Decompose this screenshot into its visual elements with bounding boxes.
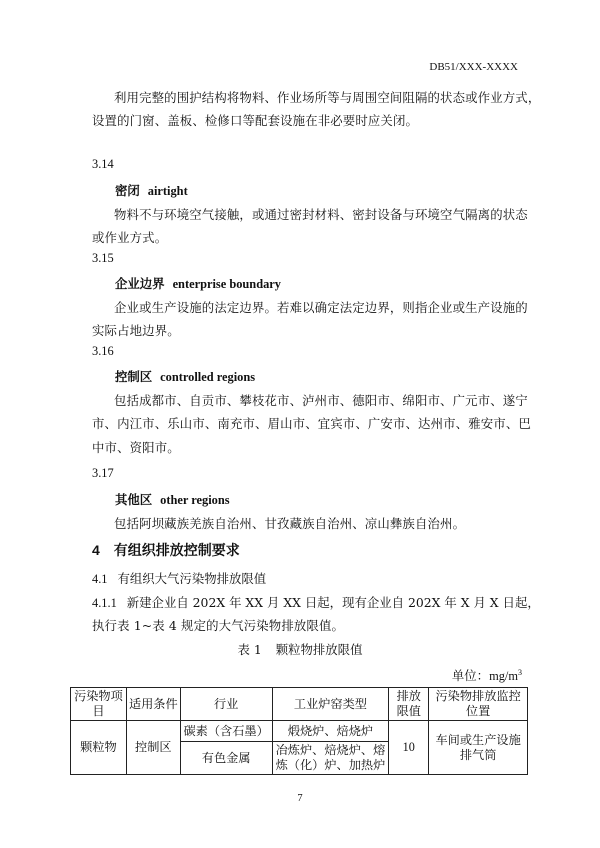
cell-kiln-type: 冶炼炉、焙烧炉、熔炼（化）炉、加热炉 [272, 742, 389, 775]
term-cn: 密闭 [115, 183, 140, 198]
clause-4-1-heading [92, 569, 266, 587]
header-limit: 排放限值 [389, 688, 429, 721]
clause-text: 新建企业自 202X 年 XX 月 XX 日起，现有企业自 202X 年 X 月 X 日起， [126, 595, 540, 610]
cell-industry: 碳素（含石墨） [180, 721, 272, 742]
term-en: other regions [160, 493, 230, 507]
header-kiln-type: 工业炉窑类型 [272, 688, 389, 721]
term-heading-3-14 [115, 181, 188, 199]
clause-number-3-15: 3.15 [92, 251, 114, 265]
clause-4-1-1-line-1 [92, 593, 540, 611]
unit-superscript: 3 [518, 667, 522, 677]
table-title: 颗粒物排放限值 [275, 642, 363, 657]
clause-number: 4.1 [92, 572, 108, 586]
term-3-14-line-1: 物料不与环境空气接触，或通过密封材料、密封设备与环境空气隔离的状态 [114, 207, 528, 222]
term-en: controlled regions [160, 370, 256, 384]
document-code: DB51/XXX-XXXX [429, 61, 518, 73]
section-title: 有组织排放控制要求 [113, 543, 240, 559]
cell-pollutant: 颗粒物 [71, 721, 127, 775]
section-number: 4 [92, 542, 100, 558]
unit-value: mg/m [489, 669, 518, 683]
term-3-14-line-2: 或作业方式。 [92, 230, 168, 245]
cell-region: 控制区 [126, 721, 180, 775]
cell-limit: 10 [389, 721, 429, 775]
header-industry: 行业 [180, 688, 272, 721]
term-3-16-line-2: 市、内江市、乐山市、南充市、眉山市、宜宾市、广安市、达州市、雅安市、巴 [92, 416, 531, 431]
clause-title: 有组织大气污染物排放限值 [117, 571, 267, 586]
intro-line-2: 设置的门窗、盖板、检修口等配套设施在非必要时应关闭。 [92, 113, 419, 128]
term-3-16-line-3: 中市、资阳市。 [92, 440, 180, 455]
clause-number-3-16: 3.16 [92, 344, 114, 358]
header-pollutant: 污染物项目 [71, 688, 127, 721]
cell-industry: 有色金属 [180, 742, 272, 775]
term-3-16-line-1: 包括成都市、自贡市、攀枝花市、泸州市、德阳市、绵阳市、广元市、遂宁 [114, 393, 528, 408]
clause-number-3-17: 3.17 [92, 466, 114, 480]
term-3-15-line-2: 实际占地边界。 [92, 323, 180, 338]
term-heading-3-17 [115, 490, 230, 508]
term-3-17-line-1: 包括阿坝藏族羌族自治州、甘孜藏族自治州、凉山彝族自治州。 [114, 516, 466, 531]
cell-monitor-location: 车间或生产设施排气筒 [429, 721, 528, 775]
term-cn: 企业边界 [115, 276, 165, 291]
table-header-row [71, 688, 528, 721]
cell-kiln-type: 煅烧炉、焙烧炉 [272, 721, 389, 742]
table-unit [452, 666, 522, 684]
clause-number: 4.1.1 [92, 596, 117, 610]
emission-limits-table [70, 687, 528, 775]
table-1-caption [0, 640, 600, 658]
unit-prefix: 单位： [451, 668, 490, 683]
header-region: 适用条件 [126, 688, 180, 721]
term-heading-3-15 [115, 274, 281, 292]
table-label: 表 1 [237, 642, 262, 657]
section-4-heading [92, 540, 240, 560]
clause-number-3-14: 3.14 [92, 157, 114, 171]
term-cn: 其他区 [115, 492, 153, 507]
intro-line-1: 利用完整的围护结构将物料、作业场所等与周围空间阻隔的状态或作业方式， [114, 90, 541, 105]
term-3-15-line-1: 企业或生产设施的法定边界。若难以确定法定边界，则指企业或生产设施的 [114, 300, 528, 315]
term-en: airtight [147, 184, 188, 198]
table-row [71, 721, 528, 742]
term-cn: 控制区 [115, 369, 153, 384]
clause-4-1-1-line-2: 执行表 1~表 4 规定的大气污染物排放限值。 [92, 618, 345, 633]
term-en: enterprise boundary [172, 277, 281, 291]
header-monitor-location: 污染物排放监控位置 [429, 688, 528, 721]
term-heading-3-16 [115, 367, 255, 385]
page-number: 7 [297, 793, 303, 804]
